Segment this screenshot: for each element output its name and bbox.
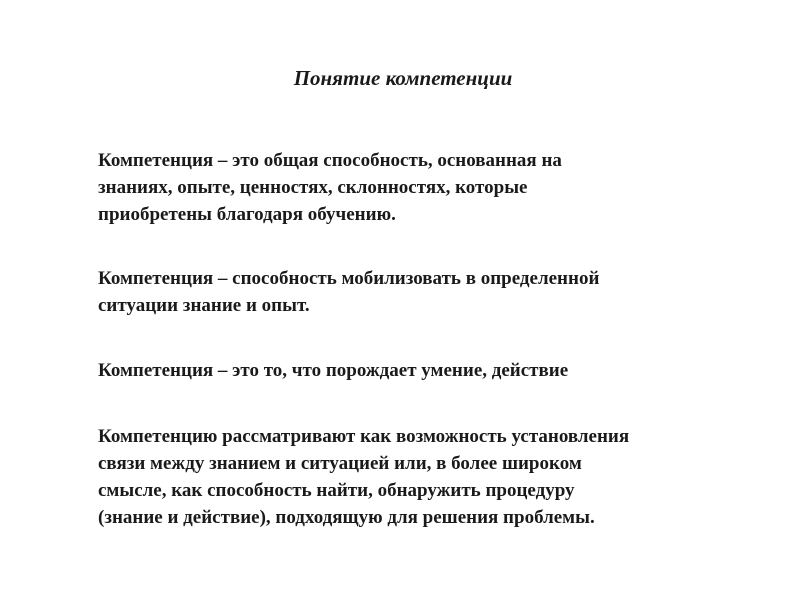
definition-paragraph-3 — [98, 357, 738, 384]
definition-paragraph-2 — [98, 265, 738, 319]
paragraph-line: Компетенция – это то, что порождает умение, действие — [98, 360, 569, 381]
paragraph-line: смысле, как способность найти, обнаружить процедуру — [98, 480, 575, 501]
paragraph-line: Компетенцию рассматривают как возможность установления — [98, 426, 630, 447]
paragraph-line: Компетенция – способность мобилизовать в определенной — [98, 268, 600, 289]
paragraph-line: (знание и действие), подходящую для решения проблемы. — [98, 507, 595, 528]
paragraph-line: знаниях, опыте, ценностях, склонностях, которые — [98, 177, 528, 198]
definition-paragraph-1 — [98, 147, 738, 228]
paragraph-line: Компетенция – это общая способность, основанная на — [98, 150, 562, 171]
paragraph-line: приобретены благодаря обучению. — [98, 204, 396, 225]
slide-title: Понятие компетенции — [293, 66, 513, 90]
paragraph-line: связи между знанием и ситуацией или, в более широком — [98, 453, 582, 474]
paragraph-line: ситуации знание и опыт. — [98, 295, 310, 316]
definition-paragraph-4 — [98, 423, 738, 531]
